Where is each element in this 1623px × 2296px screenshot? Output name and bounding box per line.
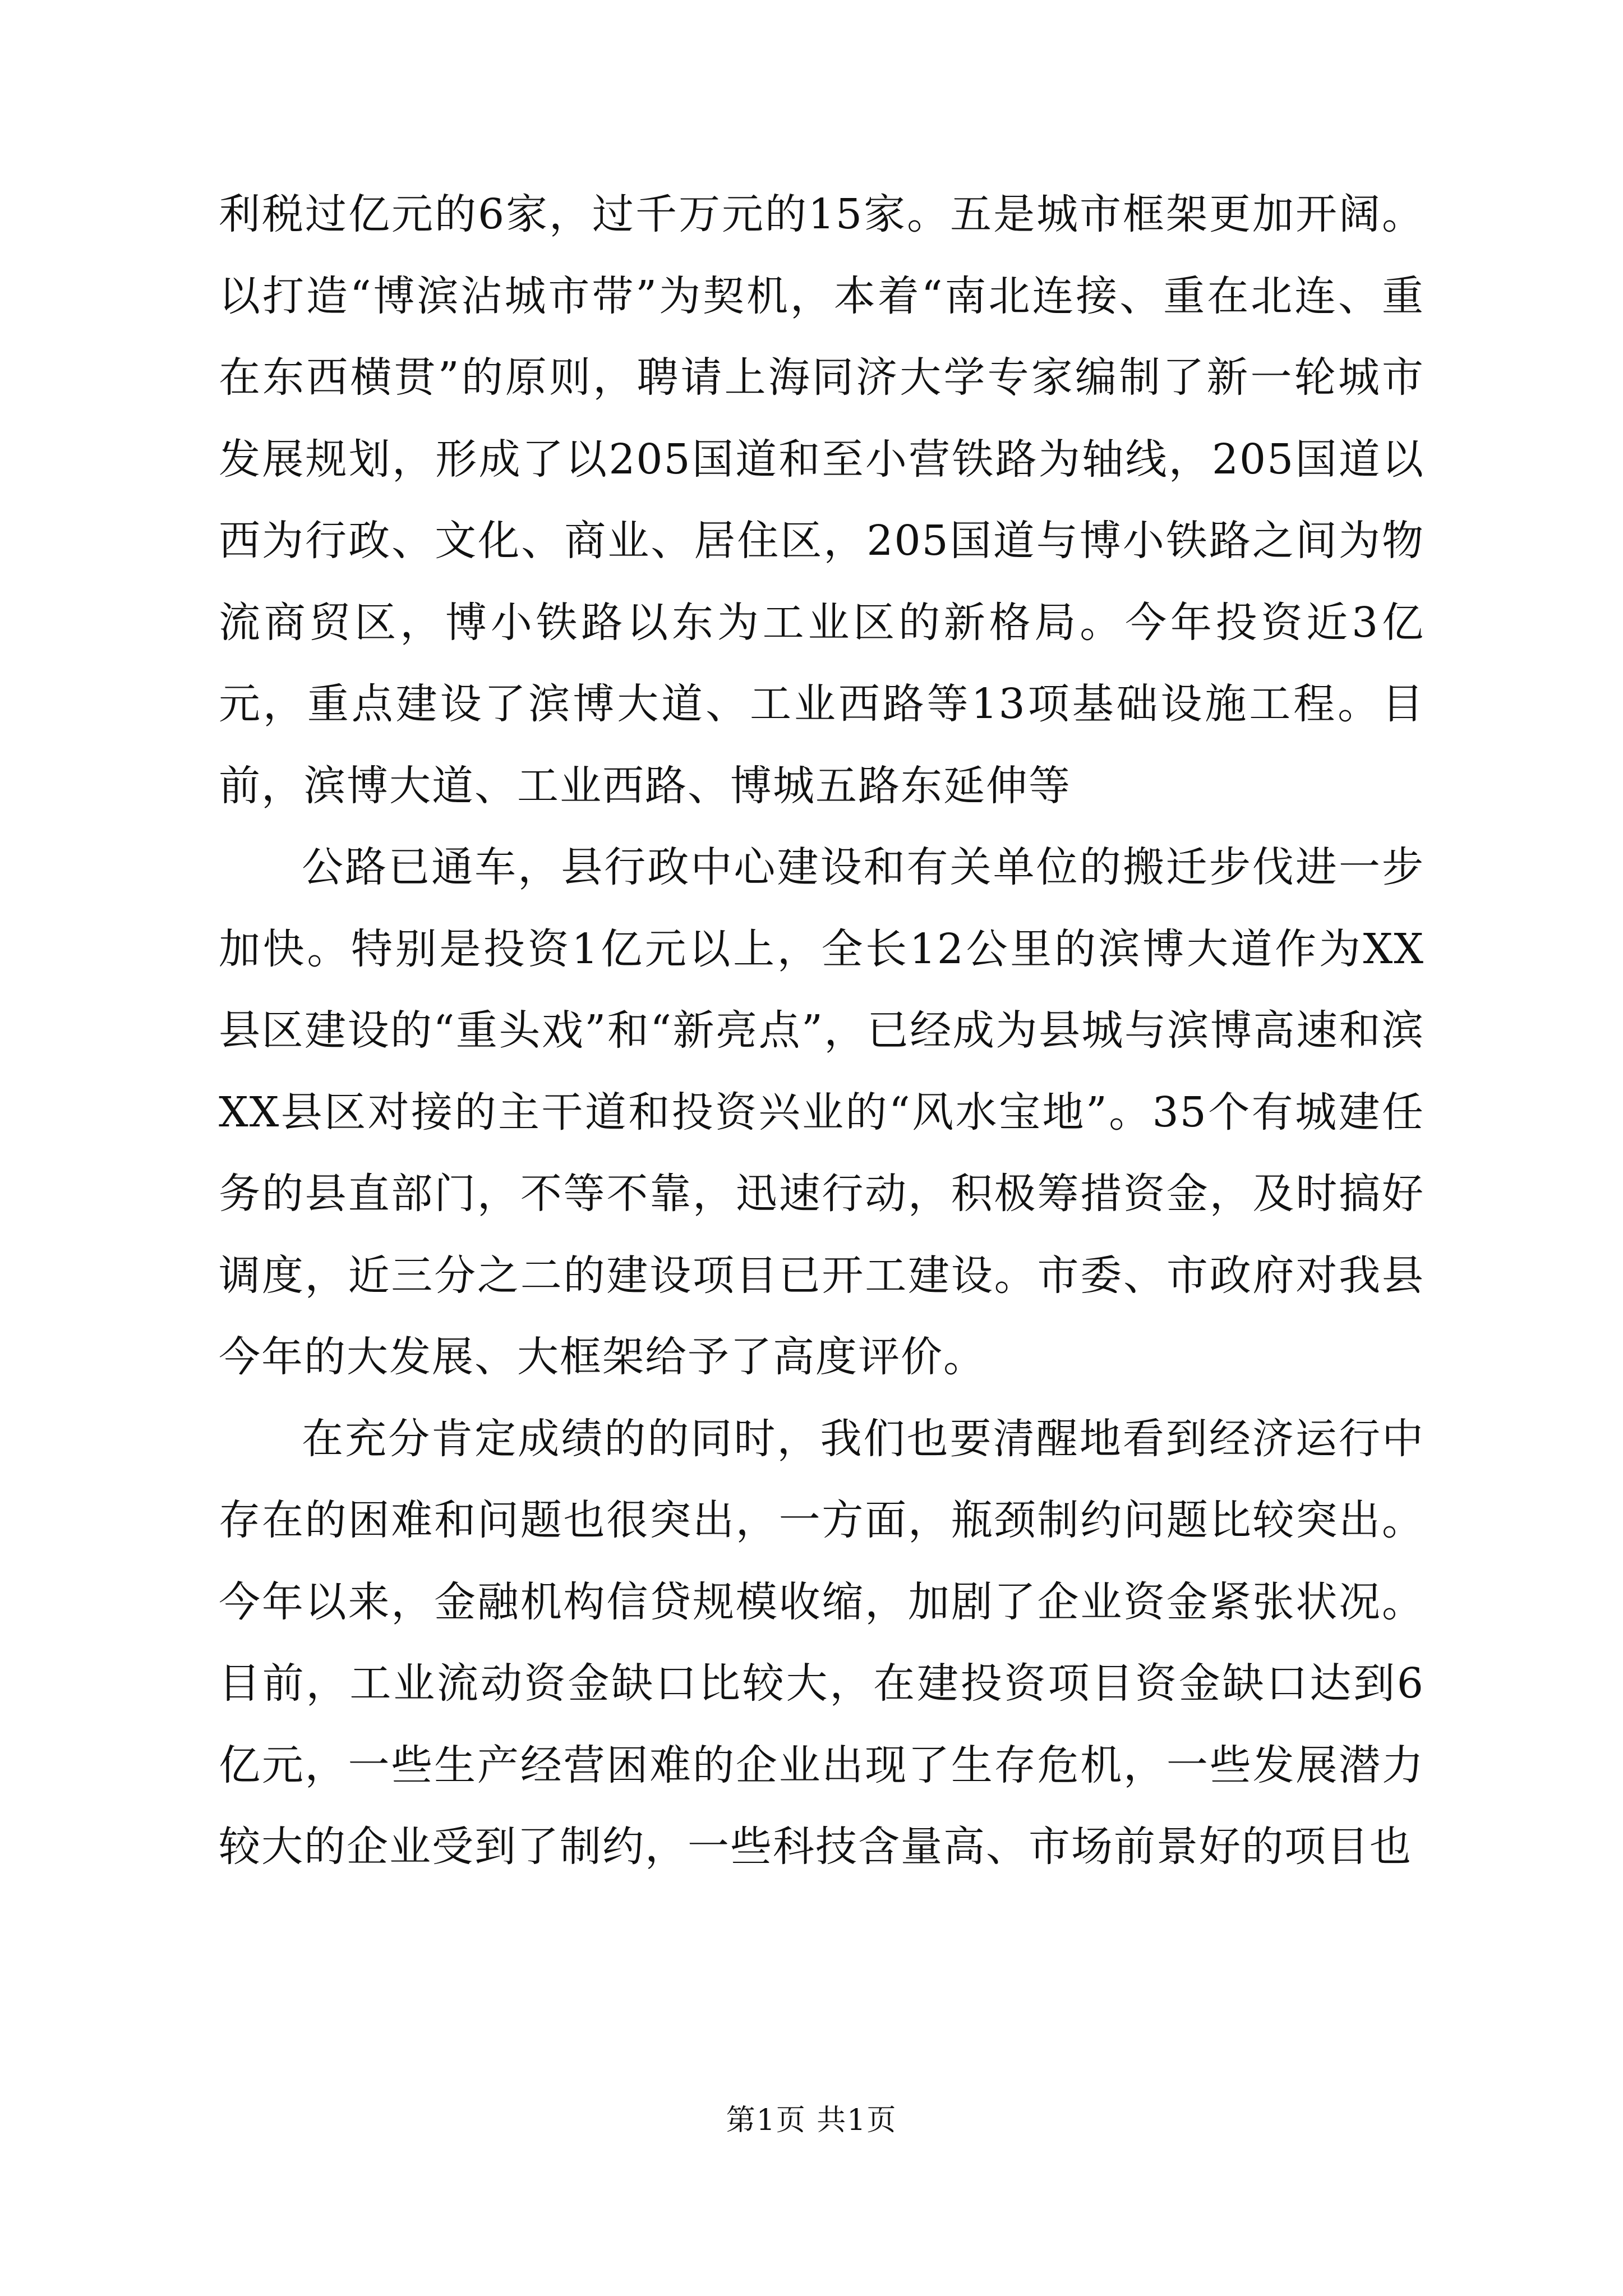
- paragraph-1: 利税过亿元的6家，过千万元的15家。五是城市框架更加开阔。以打造“博滨沾城市带”为契机，本着“南北连接、重在北连、重在东西横贯”的原则，聘请上海同济大学专家编制了新一轮城市发展规划，形成了以205国道和至小营铁路为轴线，205国道以西为行政、文化、商业、居住区，205国道与博小铁路之间为物流商贸区，博小铁路以东为工业区的新格局。今年投资近3亿元，重点建设了滨博大道、工业西路等13项基础设施工程。目前，滨博大道、工业西路、博城五路东延伸等: [219, 190, 1424, 810]
- page-number-label: 第1页 共1页: [726, 2104, 897, 2137]
- document-body: [219, 174, 1424, 1888]
- page-footer: [0, 2101, 1623, 2140]
- paragraph-3: 在充分肯定成绩的的同时，我们也要清醒地看到经济运行中存在的困难和问题也很突出，一方面，瓶颈制约问题比较突出。今年以来，金融机构信贷规模收缩，加剧了企业资金紧张状况。目前，工业流动资金缺口比较大，在建投资项目资金缺口达到6亿元，一些生产经营困难的企业出现了生存危机，一些发展潜力较大的企业受到了制约，一些科技含量高、市场前景好的项目也: [219, 1414, 1424, 1871]
- paragraph-2: 公路已通车，县行政中心建设和有关单位的搬迁步伐进一步加快。特别是投资1亿元以上，全长12公里的滨博大道作为XX县区建设的“重头戏”和“新亮点”，已经成为县城与滨博高速和滨XX县区对接的主干道和投资兴业的“风水宝地”。35个有城建任务的县直部门，不等不靠，迅速行动，积极筹措资金，及时搞好调度，近三分之二的建设项目已开工建设。市委、市政府对我县今年的大发展、大框架给予了高度评价。: [219, 843, 1424, 1381]
